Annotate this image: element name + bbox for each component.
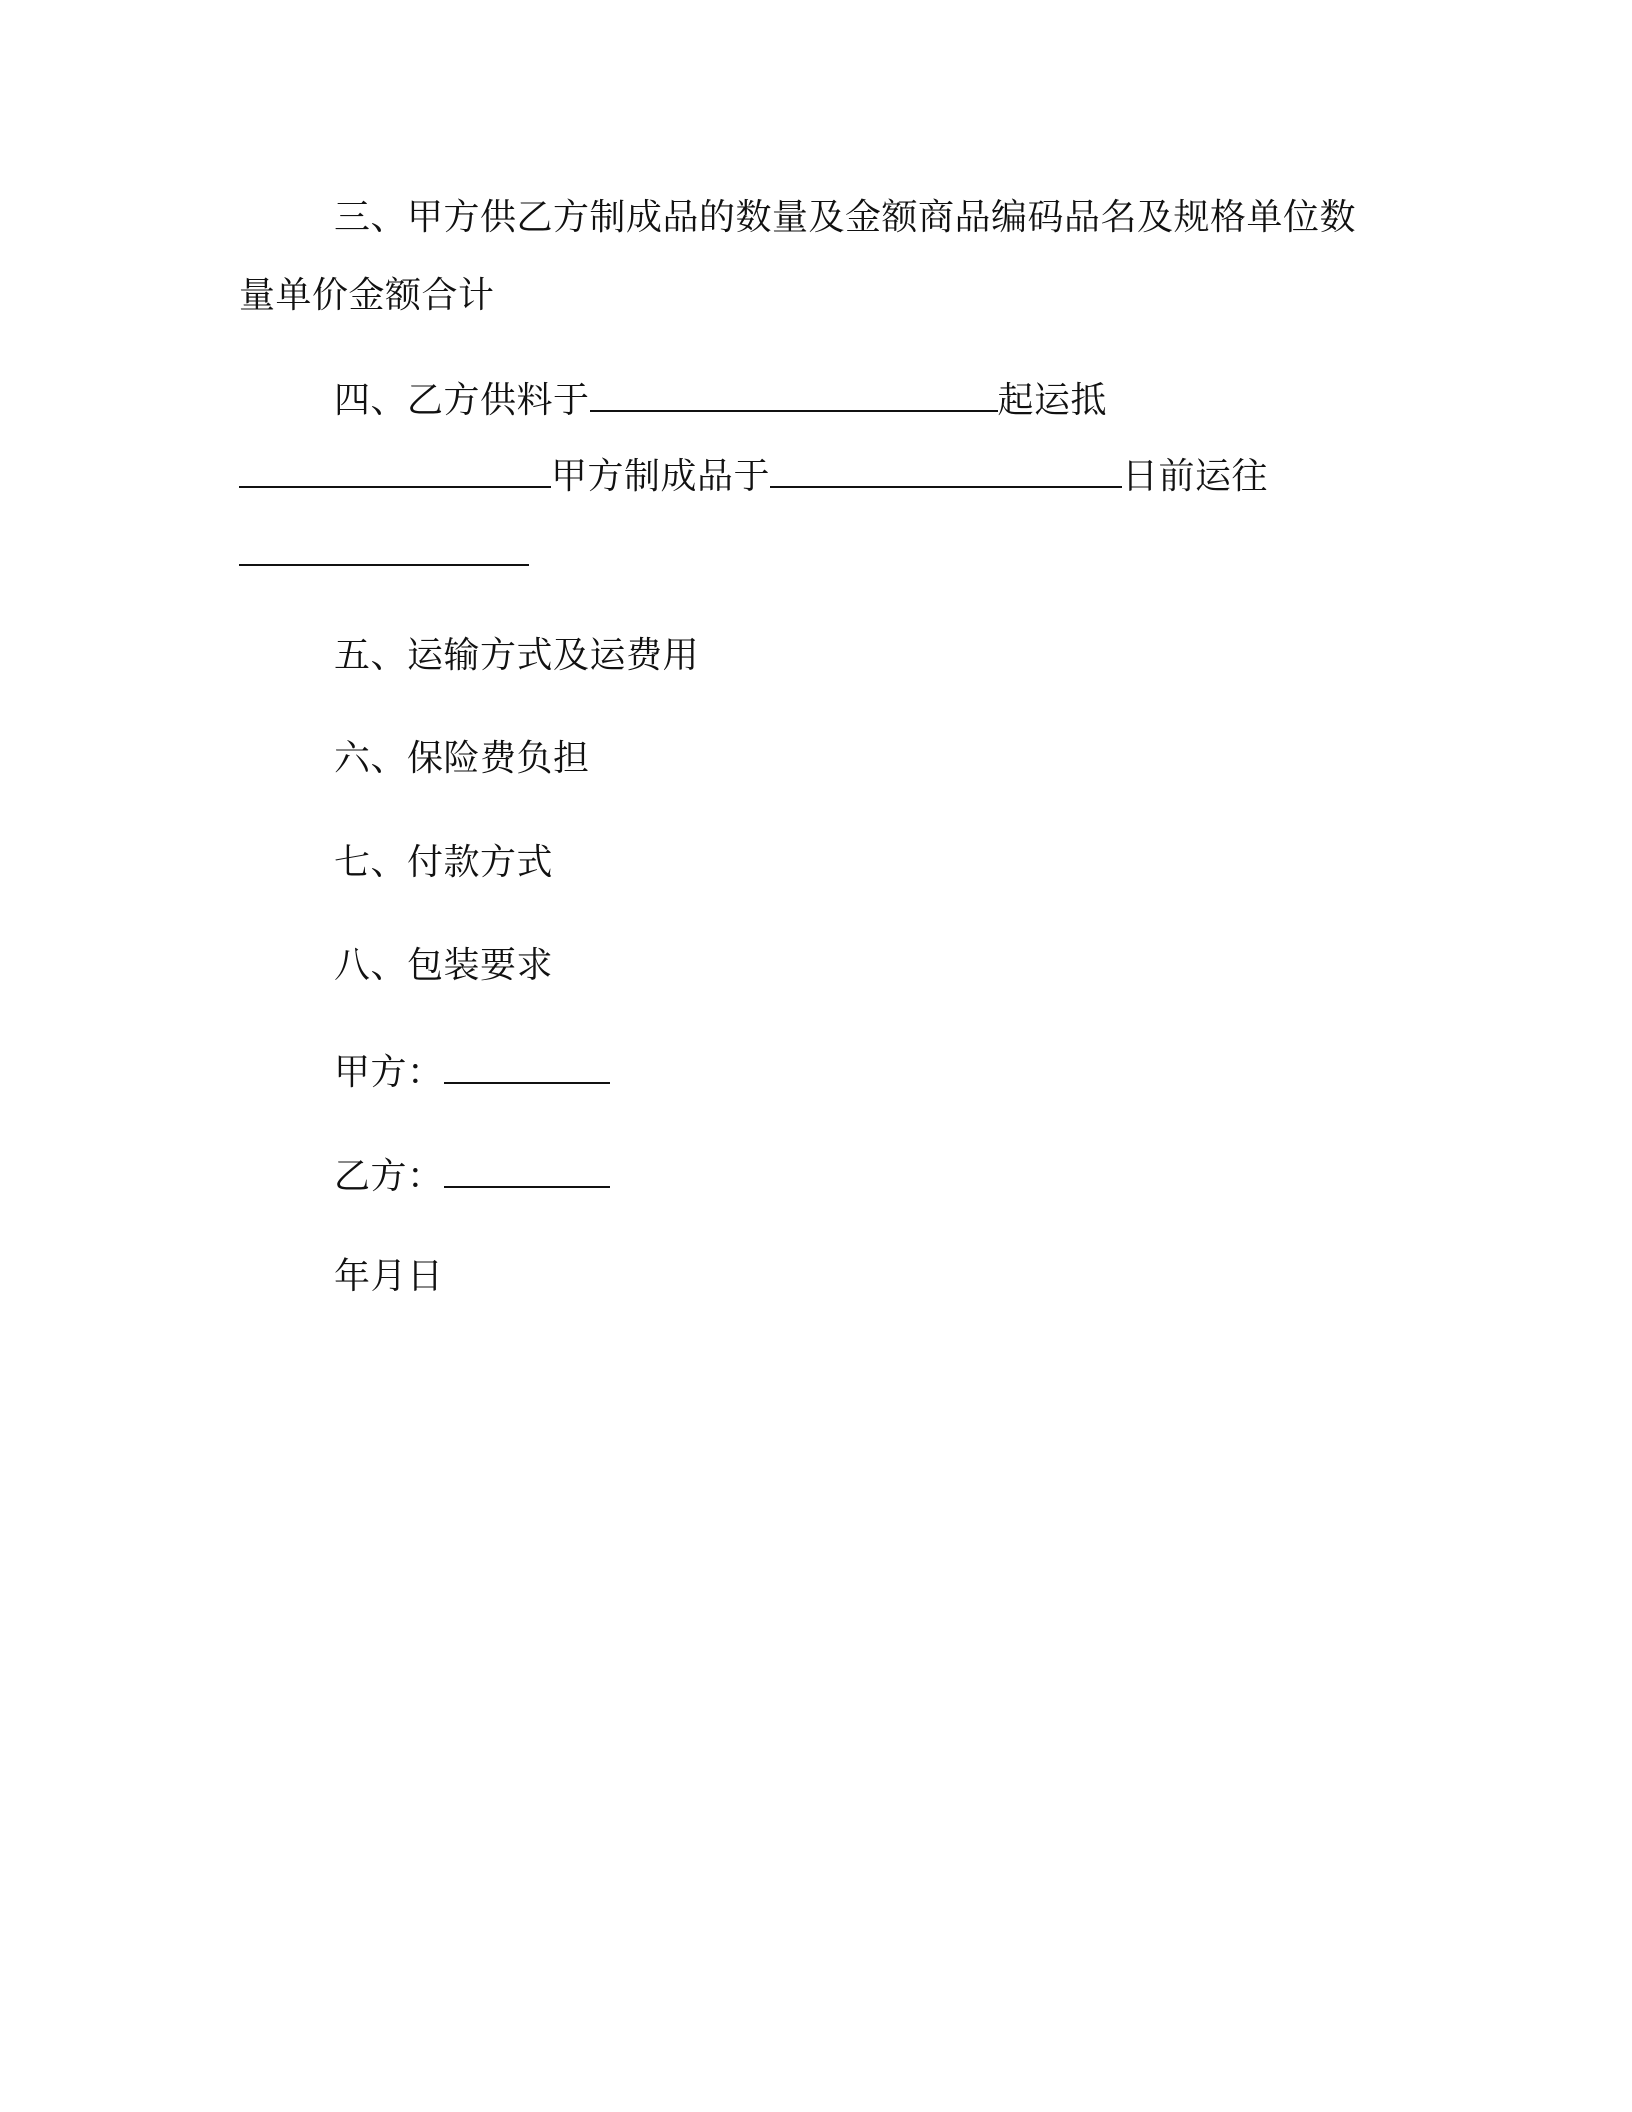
item3-line2: 量单价金额合计 — [239, 275, 495, 316]
party-b-signature-blank[interactable] — [444, 1152, 610, 1188]
destination-blank[interactable] — [239, 452, 551, 488]
supply-date-blank[interactable] — [590, 376, 998, 412]
party-b-label: 乙方： — [334, 1156, 444, 1197]
item4-line2 — [239, 452, 1268, 499]
party-a-line — [334, 1048, 610, 1095]
item7: 七、付款方式 — [334, 842, 554, 883]
party-b-line — [334, 1152, 610, 1199]
item6: 六、保险费负担 — [334, 738, 590, 779]
item4-line3 — [239, 530, 529, 577]
party-a-label: 甲方： — [334, 1052, 444, 1093]
item5: 五、运输方式及运费用 — [334, 635, 700, 676]
item4-line1 — [334, 376, 1107, 423]
item3-line1: 三、甲方供乙方制成品的数量及金额商品编码品名及规格单位数 — [334, 197, 1357, 238]
item8: 八、包装要求 — [334, 945, 554, 986]
date-line: 年月日 — [334, 1256, 444, 1297]
party-a-signature-blank[interactable] — [444, 1048, 610, 1084]
item4-mid1: 起运抵 — [997, 380, 1108, 421]
item4-mid3: 日前运往 — [1122, 456, 1269, 497]
delivery-date-blank[interactable] — [770, 452, 1122, 488]
delivery-destination-blank[interactable] — [239, 530, 529, 566]
item4-prefix: 四、乙方供料于 — [334, 380, 590, 421]
item4-mid2: 甲方制成品于 — [551, 456, 771, 497]
